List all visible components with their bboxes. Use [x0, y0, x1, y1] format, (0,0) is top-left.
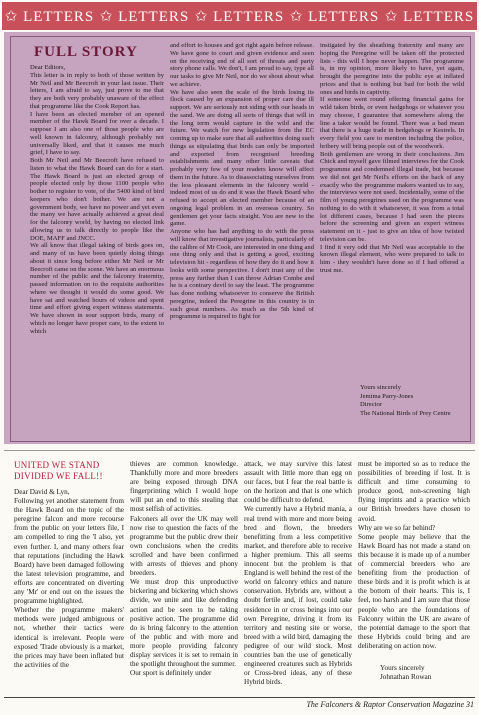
- banner-item: ✩ LETTERS: [194, 8, 285, 25]
- signature-line: Yours sincerely: [380, 664, 425, 672]
- divider: [4, 450, 475, 451]
- letter2-column-3: [244, 460, 352, 694]
- banner-item: ✩ LETTERS: [289, 8, 380, 25]
- letter2-column-1-text: Dear David & Lyn, Following yet another statement from the Hawk Board on the topic of the peregrine falcon and more recourse from the public on your letters file, I am compelled to ring the 'I also, yet even further. I, and many others fear that reputations (including the Hawk Board) have been damaged following the latest television programme, and efforts are concentrated on diverting any 'Mr' or end out on the issues the programme highlighted. Whether the programme makers' methods were judged ambiguous or not, whether their tactics were identical is irrelevant. People were exposed 'Trade obviously is a market, the prices may have been inflated but the activities of the: [14, 488, 124, 669]
- letter1-column-3: [320, 42, 464, 342]
- letter2-column-4-text: must be imported so as to reduce the possibilities of breeding if lost. It is difficult and time consuming to produce good, non-screening high flying imprints and a practice which our British breeders have chosen to avoid. Why are we so far behind? Some people may believe that the Hawk Board has not made a stand on this because it is made up of a number of commercial breeders who are benefiting from the production of these birds and it is profit which is at the bottom of their hearts. This is, I feel, too harsh and I am sure that those people who are the foundations of Falconry within the UK are aware of the potential damage to the sport that these Hybrids could bring and are deliberating on action now.: [358, 460, 470, 650]
- letter1-column-1: [30, 64, 164, 434]
- letter2-column-3-text: attack, we may survive this latest assault with little more than egg on our faces, but I fear the real battle is on the horizon and that is one which could be difficult to defend. We currently have a Hybrid mania, a real trend with more and more being bred and flown, the breeders benefitting from a less competitive market, and therefore able to receive a higher premium. This all seems innocent but the problem is that England is well behind the rest of the world on falconry ethics and nature conservation. Hybrids are, without a doubt fertile and, if lost, could take residence in or cross beings into our own Peregrine, driving it from its territory and nesting site or worse, breed with a wild bird, damaging the pedigree of our wild stock. Most countries ban the use of genetically engineered creatures such as Hybrids or Cross-bred ideas, any of these Hybrid birds.: [244, 460, 352, 687]
- letter2-column-2: [130, 460, 238, 694]
- letter-title: FULL STORY: [34, 44, 138, 60]
- signature-line: Director: [360, 401, 382, 408]
- letter2-heading: [14, 460, 124, 482]
- banner-item: ✩ LETTERS: [4, 8, 95, 25]
- letter2-column-2-text: thieves are common knowledge. Thankfully more and more breeders are being exposed through DNA fingerprinting which I would hope will put an end to this stealing that most selfish of activities. Falconers all over the UK may well now rise to question the facts of the programme but the public drew their own conclusions when the credits scrolled and have been confirmed with arrests of thieves and phony breeders. We must drop this unproductive bickering and bickering which shows divide, we unite and like defending action and be seen to be taking positive action. The programme did do is bring falconry to the attention of the public and with more and more people providing falconry display services it is set to remain in the spotlight throughout the summer. Our sport is definitely under: [130, 460, 238, 678]
- heading-line: UNITED WE STAND: [14, 460, 100, 470]
- letter2-column-1: [14, 488, 124, 694]
- letter1-signature: [360, 384, 468, 432]
- letter1-column-3-text: instigated by the sheathing fraternity and many are hoping the Peregrine will be taken off the protected lists - this will I hope never happen. The programme is, in my opinion, more likely to have, yet again, brought the peregrine into the public eye at inflated prices and that is nothing but bad for both the wild ones and birds in captivity. If someone went round offering financial gains for wild taken birds, or even hedgehogs or whatever you may choose, I guarantee that somewhere along the line a taker would be found. There was a bad mean that there is a huge trade in hedgehogs or Kestrels. In every field you care to mention including the police, bribery will bring people out of the woodwork. Both gentlemen are wrong in their conclusions. Jim Chick and myself gave filmed interviews for the Cook programme and condemned illegal trade, but because we did not get Mr Neil's efforts on the back of any exactly who the programme makers wanted us to say, the interviews were not used. Incidentally, some of the film of young peregrines used on the programme was nothing to do with it whatsoever, it was from a total lot different cases, because I had seen the pieces before the screening and given an expert witness statement on it - just to give an idea of how twisted television can be. I find it very odd that Mr Neil was acceptable to the known illegal element, who were prepared to talk to him - they wouldn't have done so if I had offered a trust me.: [320, 42, 464, 274]
- signature-line: Yours sincerely: [360, 384, 401, 391]
- letter2-column-4: [358, 460, 470, 656]
- letter1-column-1-text: Dear Editors, This letter is in reply to both of those written by Mr Neil and Mr Beecroft in your last issue. Their letters, I am afraid to say, just prove to me that they are both very probably unaware of the effect that programme like the Cook Report has. I have been an elected member of an opened member of the Hawk Board for over a decade. I suppose I am also one of those people who are well known in falconry, although probably not universally liked, and that it causes me much grief, I have to say. Both Mr Neil and Mr Beecroft have refused to listen to what the Hawk Board can do for a start. The Hawk Board is just an elected group of people elected only by those 1100 people who bother to register to vote, of the 5400 kind of bird keepers who don't bother. We are not a government body, we have no power and yet even the many we have actually achieved a great deal for the falconry world, by having no elected link allowing us to talk directly to people like the DOE, MAFF and JNCC. We all know that illegal taking of birds goes on, and many of us have been quietly doing things about it since long before either Mr Neil or Mr Beecroft came on the scene. We have an enormous number of the public and the falconry fraternity, passed information on to the requisite authorities where we thought it would do some good. We have sat and watched hours of videos and spent time and effort giving expert witness statements. We have shown in sour support birds, many of which no longer have proper care, to the extent to which: [30, 64, 164, 335]
- letter1-column-2-text: and effort to houses and got right again before release. We have gone to court and given evidence and seen on the receiving end of all sort of threats and party story phone calls. We don't, I am proud to say, type all our tasks to give Mr Neil, nor do we shout about what we achieve. We have also seen the scale of the birds losing its flock caused by an expansion of proper care due ill support. We are seriously not siding with our heads in the sand. We are doing all sorts of things that will in the long term would capture in the wild and the future. We watch for new legislation from the EC coming up to make sure that all authorities doing such things as stipulating that birds can only be imported and exported from recognised breeding establishments and many other little caveats that probably very few of your readers know will affect them in the future. As to disassociating ourselves from the less pleasant elements in the falconry world - indeed most of us do and it was the Hawk Board who refused to accept an elected member because of an ongoing legal problem in an overseas country. So gentlemen get your facts straight. You are new to the game. Anyone who has had anything to do with the press will know that investigative journalists, particularly of the calibre of Mr Cook, are interested in one thing and one thing only and that is getting a good, exciting television hit - regardless of how they do it and how it looks with some perspective. I don't trust any of the press any further than I can throw Adrian Combe and he is a contrary devil to say the least. The programme has done nothing whatsoever to conserve the British peregrine, indeed the Peregrine in this country is in such great numbers. As much as the 5th kind of programme is required to fight for: [170, 42, 314, 321]
- letter2-signature: [380, 664, 470, 690]
- footer-rule: [4, 697, 475, 698]
- letter1-column-2: [170, 42, 314, 436]
- banner-item: ✩ LETTERS: [99, 8, 190, 25]
- letters-banner: [2, 2, 477, 30]
- heading-line: DIVIDED WE FALL!!: [14, 471, 103, 481]
- signature-line: Johnathan Rowan: [380, 673, 432, 682]
- signature-line: The National Birds of Prey Centre: [360, 409, 451, 417]
- page-footer: The Falconers & Raptor Conservation Magazine 31: [306, 700, 474, 709]
- signature-line: Jemima Parry-Jones: [360, 392, 414, 400]
- banner-item: ✩ LETTERS: [384, 8, 475, 25]
